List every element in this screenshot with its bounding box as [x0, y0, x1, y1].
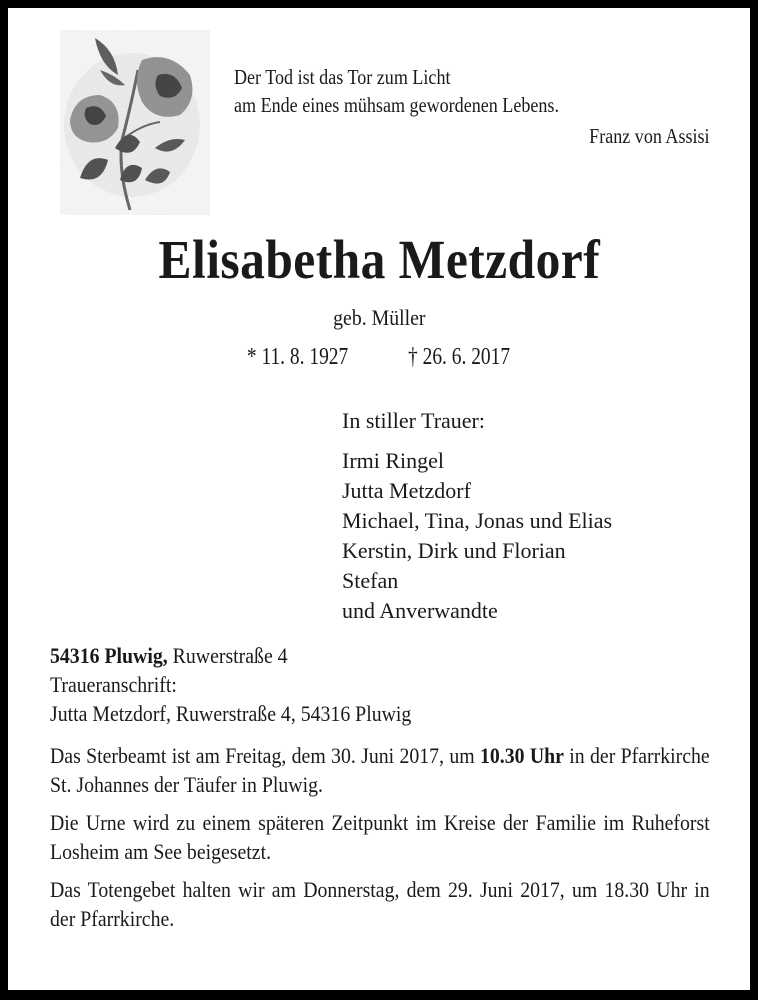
mourner-name: und Anverwandte — [342, 598, 498, 623]
details-block — [50, 641, 710, 933]
prayer-paragraph: Das Totengebet halten wir am Donnerstag, dem 29. Juni 2017, um 18.30 Uhr in der Pfarrkirche. — [50, 877, 710, 931]
mourning-address: Jutta Metzdorf, Ruwerstraße 4, 54316 Pluwig — [50, 701, 412, 726]
mourning-address-label: Traueranschrift: — [50, 672, 177, 697]
quote-line: Der Tod ist das Tor zum Licht — [234, 65, 451, 89]
residence-line — [50, 641, 710, 670]
residence-street: Ruwerstraße 4 — [167, 643, 288, 668]
quote-line: am Ende eines mühsam gewordenen Lebens. — [234, 93, 559, 117]
deceased-name: Elisabetha Metzdorf — [158, 229, 600, 290]
mourners-list — [342, 406, 612, 626]
mourner-name: Irmi Ringel — [342, 448, 445, 473]
quote-author: Franz von Assisi — [589, 124, 710, 148]
mourner-name: Jutta Metzdorf — [342, 478, 471, 503]
rose-icon — [60, 30, 210, 215]
life-dates — [8, 342, 750, 372]
birth-date: * 11. 8. 1927 — [247, 344, 349, 370]
mourner-name: Kerstin, Dirk und Florian — [342, 538, 566, 563]
requiem-paragraph: Das Sterbeamt ist am Freitag, dem 30. Juni 2017, um 10.30 Uhr in der Pfarrkirche St. Johannes der Täufer in Pluwig. — [50, 743, 710, 797]
mourner-name: Stefan — [342, 568, 399, 593]
residence-city: 54316 Pluwig, — [50, 643, 168, 668]
maiden-name: geb. Müller — [332, 305, 426, 330]
mourners-heading: In stiller Trauer: — [342, 408, 485, 433]
quote-block — [234, 63, 710, 150]
urn-paragraph: Die Urne wird zu einem späteren Zeitpunkt im Kreise der Familie im Ruheforst Losheim am See beigesetzt. — [50, 810, 710, 864]
requiem-time: 10.30 Uhr — [479, 743, 564, 768]
mourner-name: Michael, Tina, Jonas und Elias — [342, 508, 613, 533]
obituary-card — [8, 8, 750, 990]
death-date: † 26. 6. 2017 — [408, 344, 511, 370]
